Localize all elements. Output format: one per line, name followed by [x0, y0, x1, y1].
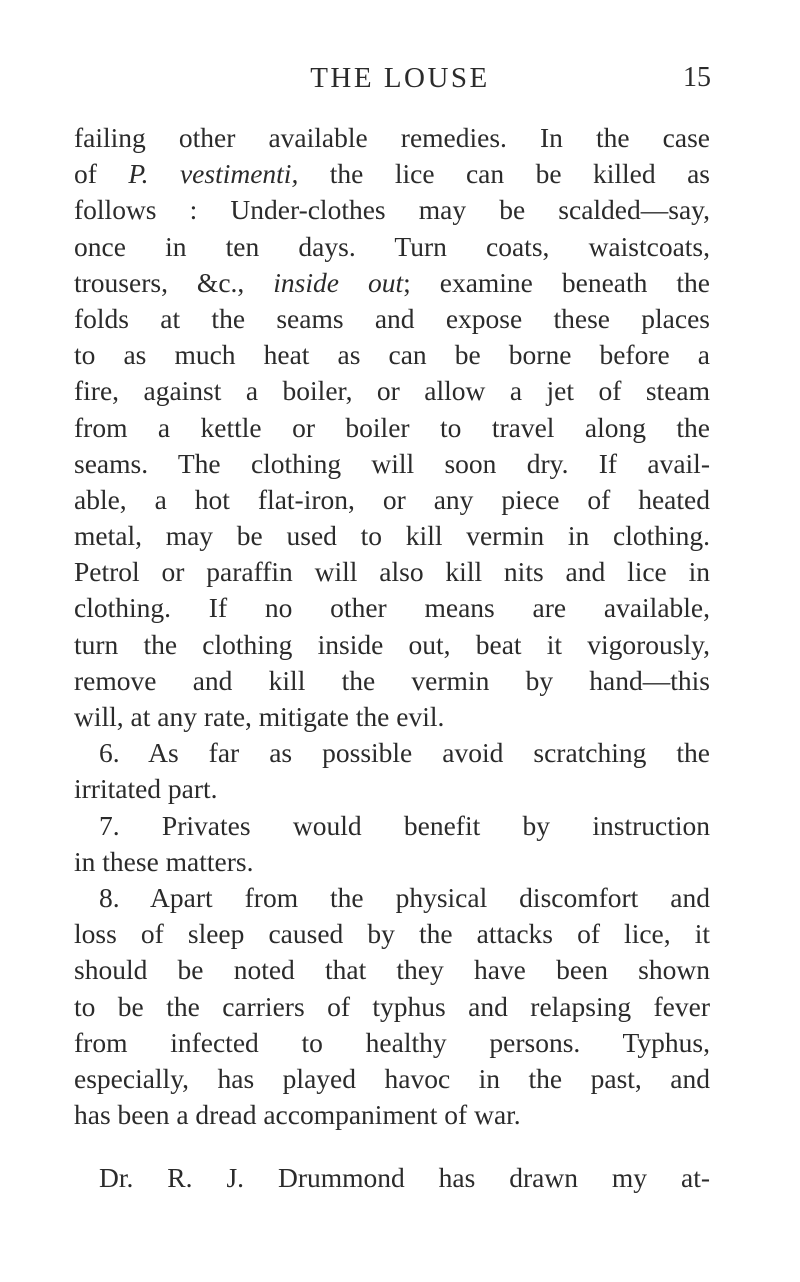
text-line	[74, 301, 710, 337]
text-span: loss of sleep caused by the attacks of lice, it	[74, 918, 710, 950]
text-span: 7. Privates would benefit by instruction	[99, 809, 710, 841]
text-line	[74, 337, 710, 373]
text-line	[74, 699, 710, 735]
text-span: the lice can be killed as	[329, 158, 710, 190]
text-line	[74, 265, 710, 301]
text-line	[74, 1097, 710, 1133]
text-line	[74, 989, 710, 1025]
italic-emphasis: inside out	[273, 266, 404, 298]
text-span: Petrol or paraffin will also kill nits and lice in	[74, 556, 710, 588]
text-line	[74, 229, 710, 265]
text-span: Dr. R. J. Drummond has drawn my at-	[99, 1162, 710, 1194]
text-span: remove and kill the vermin by hand—this	[74, 664, 710, 696]
text-line	[74, 410, 710, 446]
paragraph-6-line	[74, 735, 710, 771]
text-span: follows : Under-clothes may be scalded—say,	[74, 194, 710, 226]
text-span: irritated part.	[74, 773, 218, 805]
body-text	[74, 120, 710, 1196]
paragraph-7-line	[74, 808, 710, 844]
text-line	[74, 554, 710, 590]
text-line	[74, 1025, 710, 1061]
text-span: able, a hot flat-iron, or any piece of heated	[74, 483, 710, 515]
text-span: to be the carriers of typhus and relapsing fever	[74, 990, 710, 1022]
text-span: to as much heat as can be borne before a	[74, 339, 710, 371]
text-span: turn the clothing inside out, beat it vigorously,	[74, 628, 710, 660]
italic-species-name: P. vestimenti,	[128, 158, 299, 190]
text-span: trousers, &c.,	[74, 266, 245, 298]
text-span: in these matters.	[74, 845, 254, 877]
text-span: 8. Apart from the physical discomfort and	[99, 881, 710, 913]
text-span: 6. As far as possible avoid scratching the	[99, 737, 710, 769]
text-line	[74, 627, 710, 663]
text-line	[74, 446, 710, 482]
text-line	[74, 518, 710, 554]
text-span: from infected to healthy persons. Typhus,	[74, 1026, 710, 1058]
text-line	[74, 192, 710, 228]
text-span: seams. The clothing will soon dry. If avail-	[74, 447, 710, 479]
text-span: from a kettle or boiler to travel along the	[74, 411, 710, 443]
text-line	[74, 482, 710, 518]
running-head	[0, 58, 800, 98]
text-line	[74, 952, 710, 988]
text-span: metal, may be used to kill vermin in clothing.	[74, 520, 710, 552]
text-line	[74, 663, 710, 699]
text-span: clothing. If no other means are available,	[74, 592, 710, 624]
text-line	[74, 916, 710, 952]
paragraph-8-line	[74, 880, 710, 916]
text-span: fire, against a boiler, or allow a jet of steam	[74, 375, 710, 407]
text-line	[74, 844, 710, 880]
text-line	[74, 120, 710, 156]
text-span: of	[74, 158, 97, 190]
text-line	[74, 771, 710, 807]
text-span: once in ten days. Turn coats, waistcoats,	[74, 230, 710, 262]
text-span: especially, has played havoc in the past, and	[74, 1062, 710, 1094]
text-span: will, at any rate, mitigate the evil.	[74, 701, 445, 732]
text-line	[74, 373, 710, 409]
running-title: THE LOUSE	[310, 62, 490, 94]
paragraph-dr-drummond-line	[74, 1160, 710, 1196]
page-number: 15	[683, 62, 711, 93]
paragraph-gap	[74, 1133, 710, 1160]
text-line	[74, 590, 710, 626]
text-span: has been a dread accompaniment of war.	[74, 1099, 521, 1131]
text-span: should be noted that they have been shown	[74, 954, 710, 986]
text-span: failing other available remedies. In the case	[74, 122, 710, 153]
text-line	[74, 1061, 710, 1097]
text-span: ; examine beneath the	[403, 266, 710, 298]
text-span: folds at the seams and expose these places	[74, 302, 710, 334]
text-line	[74, 156, 710, 192]
